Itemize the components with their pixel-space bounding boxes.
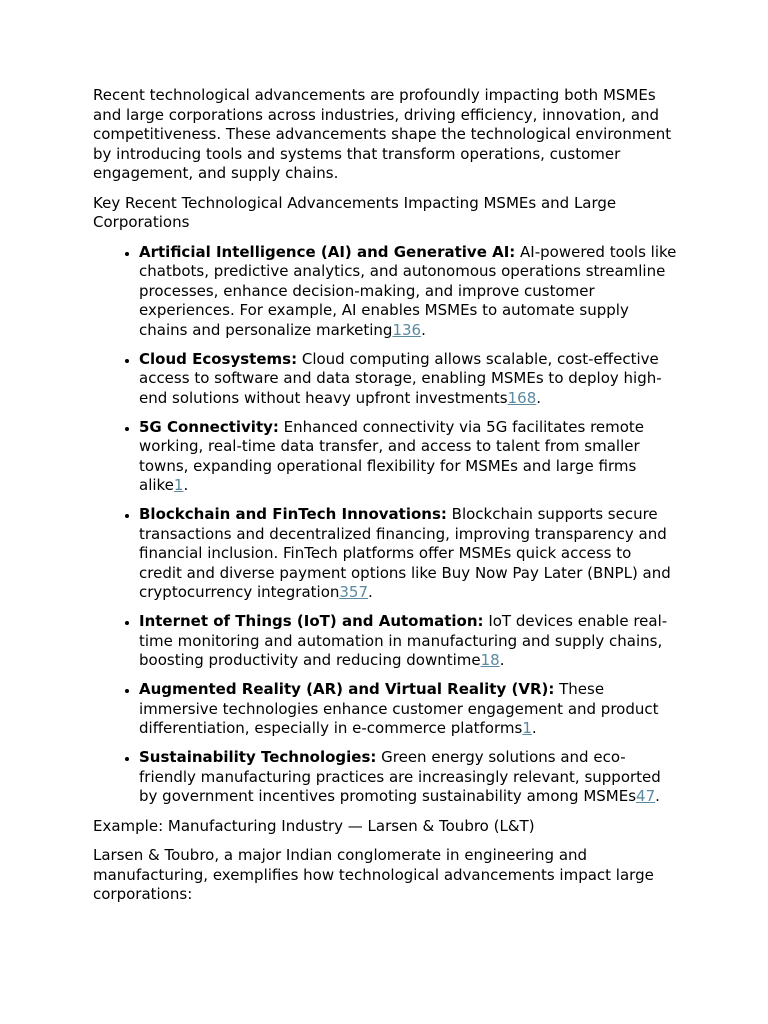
document-body [93,86,678,915]
citation-link[interactable]: 47 [636,787,656,805]
item-text: Blockchain supports secure transactions and decentralized financing, improving transparency and financial inclusion. FinTech platforms offer MSMEs quick access to credit and diverse payment options like Buy Now Pay Later (BNPL) and cryptocurrency integration [139,505,671,601]
list-item: • Internet of Things (IoT) and Automation: IoT devices enable real-time monitoring and automation in manufacturing and supply chains, boosting productivity and reducing downtime18. [139,612,678,671]
citation-link[interactable]: 1 [522,719,532,737]
example-paragraph: Larsen & Toubro, a major Indian conglomerate in engineering and manufacturing, exemplifies how technological advancements impact large corporations: [93,846,654,903]
item-text: IoT devices enable real-time monitoring and automation in manufacturing and supply chains, boosting productivity and reducing downtime [139,612,668,669]
item-text: These immersive technologies enhance customer engagement and product differentiation, especially in e-commerce platforms [139,680,659,737]
list-item: • Blockchain and FinTech Innovations: Blockchain supports secure transactions and decentralized financing, improving transparency and financial inclusion. FinTech platforms offer MSMEs quick access to credit and diverse payment options like Buy Now Pay Later (BNPL) and cryptocurrency integration357. [139,505,678,603]
item-title: Artificial Intelligence (AI) and Generative AI: [139,242,516,261]
item-text: Green energy solutions and eco-friendly manufacturing practices are increasingly relevant, supported by government incentives promoting sustainability among MSMEs [139,748,661,805]
item-title: Sustainability Technologies: [139,748,377,766]
citation-link[interactable]: 168 [507,388,537,407]
item-title: Internet of Things (IoT) and Automation: [139,612,484,630]
item-text: AI-powered tools like chatbots, predictive analytics, and autonomous operations streamline processes, enhance decision-making, and improve customer experiences. For example, AI enables MSMEs to automate supply chains and personalize marketing [139,242,677,339]
advancements-list [93,243,678,807]
item-text: Cloud computing allows scalable, cost-effective access to software and data storage, enabling MSMEs to deploy high-end solutions without heavy upfront investments [139,349,662,407]
citation-link[interactable]: 18 [480,651,500,669]
list-item: • 5G Connectivity: Enhanced connectivity via 5G facilitates remote working, real-time data transfer, and access to talent from smaller towns, expanding operational flexibility for MSMEs and large firms alike1. [139,418,678,496]
item-title: Augmented Reality (AR) and Virtual Reality (VR): [139,680,555,698]
section-heading: Key Recent Technological Advancements Impacting MSMEs and Large Corporations [93,193,617,231]
item-title: Cloud Ecosystems: [139,349,298,368]
citation-link[interactable]: 1 [173,476,184,494]
item-text: Enhanced connectivity via 5G facilitates remote working, real-time data transfer, and access to talent from smaller towns, expanding operational flexibility for MSMEs and large firms alike [139,417,645,494]
example-heading: Example: Manufacturing Industry — Larsen & Toubro (L&T) [93,816,535,835]
list-item: • Sustainability Technologies: Green energy solutions and eco-friendly manufacturing practices are increasingly relevant, supported by government incentives promoting sustainability among MSMEs47. [139,748,678,807]
list-item: • Augmented Reality (AR) and Virtual Reality (VR): These immersive technologies enhance customer engagement and product differentiation, especially in e-commerce platforms1. [139,680,678,739]
citation-link[interactable]: 357 [339,583,369,601]
item-title: Blockchain and FinTech Innovations: [139,505,447,523]
item-title: 5G Connectivity: [139,417,279,436]
list-item: • Artificial Intelligence (AI) and Generative AI: AI-powered tools like chatbots, predictive analytics, and autonomous operations streamline processes, enhance decision-making, and improve customer experiences. For example, AI enables MSMEs to automate supply chains and personalize marketing136. [139,243,678,341]
list-item: • Cloud Ecosystems: Cloud computing allows scalable, cost-effective access to software and data storage, enabling MSMEs to deploy high-end solutions without heavy upfront investments168. [139,350,678,409]
citation-link[interactable]: 136 [392,320,422,339]
intro-paragraph: Recent technological advancements are profoundly impacting both MSMEs and large corporations across industries, driving efficiency, innovation, and competitiveness. These advancements shape the technological environment by introducing tools and systems that transform operations, customer engagement, and supply chains. [93,86,672,182]
